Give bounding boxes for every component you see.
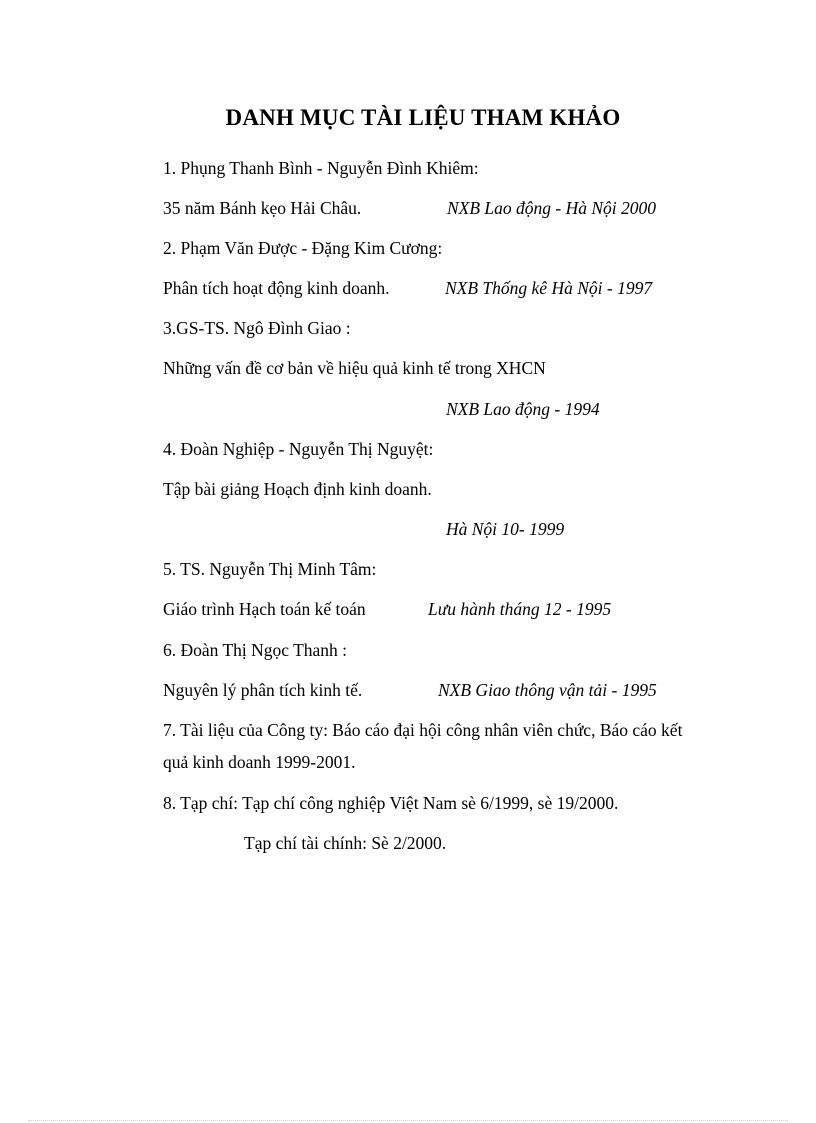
reference-6-author: 6. Đoàn Thị Ngọc Thanh :	[163, 640, 348, 660]
reference-3-author: 3.GS-TS. Ngô Đình Giao :	[163, 318, 351, 338]
reference-2-author: 2. Phạm Văn Được - Đặng Kim Cương:	[163, 238, 443, 258]
page-bottom-divider	[28, 1120, 788, 1121]
reference-7-line-1: 7. Tài liệu của Công ty: Báo cáo đại hội công nhân viên chức, Báo cáo kết	[163, 720, 683, 740]
reference-6-publisher: NXB Giao thông vận tải - 1995	[438, 680, 657, 700]
reference-8-line-1: 8. Tạp chí: Tạp chí công nghiệp Việt Nam sè 6/1999, sè 19/2000.	[163, 793, 619, 813]
reference-1-work: 35 năm Bánh kẹo Hải Châu.	[163, 198, 362, 218]
reference-3-publisher: NXB Lao động - 1994	[446, 399, 600, 419]
reference-5-publisher: Lưu hành tháng 12 - 1995	[428, 599, 612, 619]
reference-4-author: 4. Đoàn Nghiệp - Nguyễn Thị Nguyệt:	[163, 439, 434, 459]
reference-8-line-2: Tạp chí tài chính: Sè 2/2000.	[244, 833, 447, 853]
reference-5-work: Giáo trình Hạch toán kế toán	[163, 599, 366, 619]
reference-4-work: Tập bài giảng Hoạch định kinh doanh.	[163, 479, 432, 499]
reference-2-work: Phân tích hoạt động kinh doanh.	[163, 278, 390, 298]
page-title: DANH MỤC TÀI LIỆU THAM KHẢO	[225, 105, 621, 130]
reference-4-publisher: Hà Nội 10- 1999	[446, 519, 565, 539]
reference-7-line-2: quả kinh doanh 1999-2001.	[163, 752, 356, 772]
reference-6-work: Nguyên lý phân tích kinh tế.	[163, 680, 363, 700]
reference-3-work: Những vấn đề cơ bản về hiệu quả kinh tế trong XHCN	[163, 358, 546, 378]
reference-2-publisher: NXB Thống kê Hà Nội - 1997	[445, 278, 653, 298]
reference-5-author: 5. TS. Nguyễn Thị Minh Tâm:	[163, 559, 377, 579]
reference-1-publisher: NXB Lao động - Hà Nội 2000	[447, 198, 657, 218]
reference-1-author: 1. Phụng Thanh Bình - Nguyễn Đình Khiêm:	[163, 158, 479, 178]
